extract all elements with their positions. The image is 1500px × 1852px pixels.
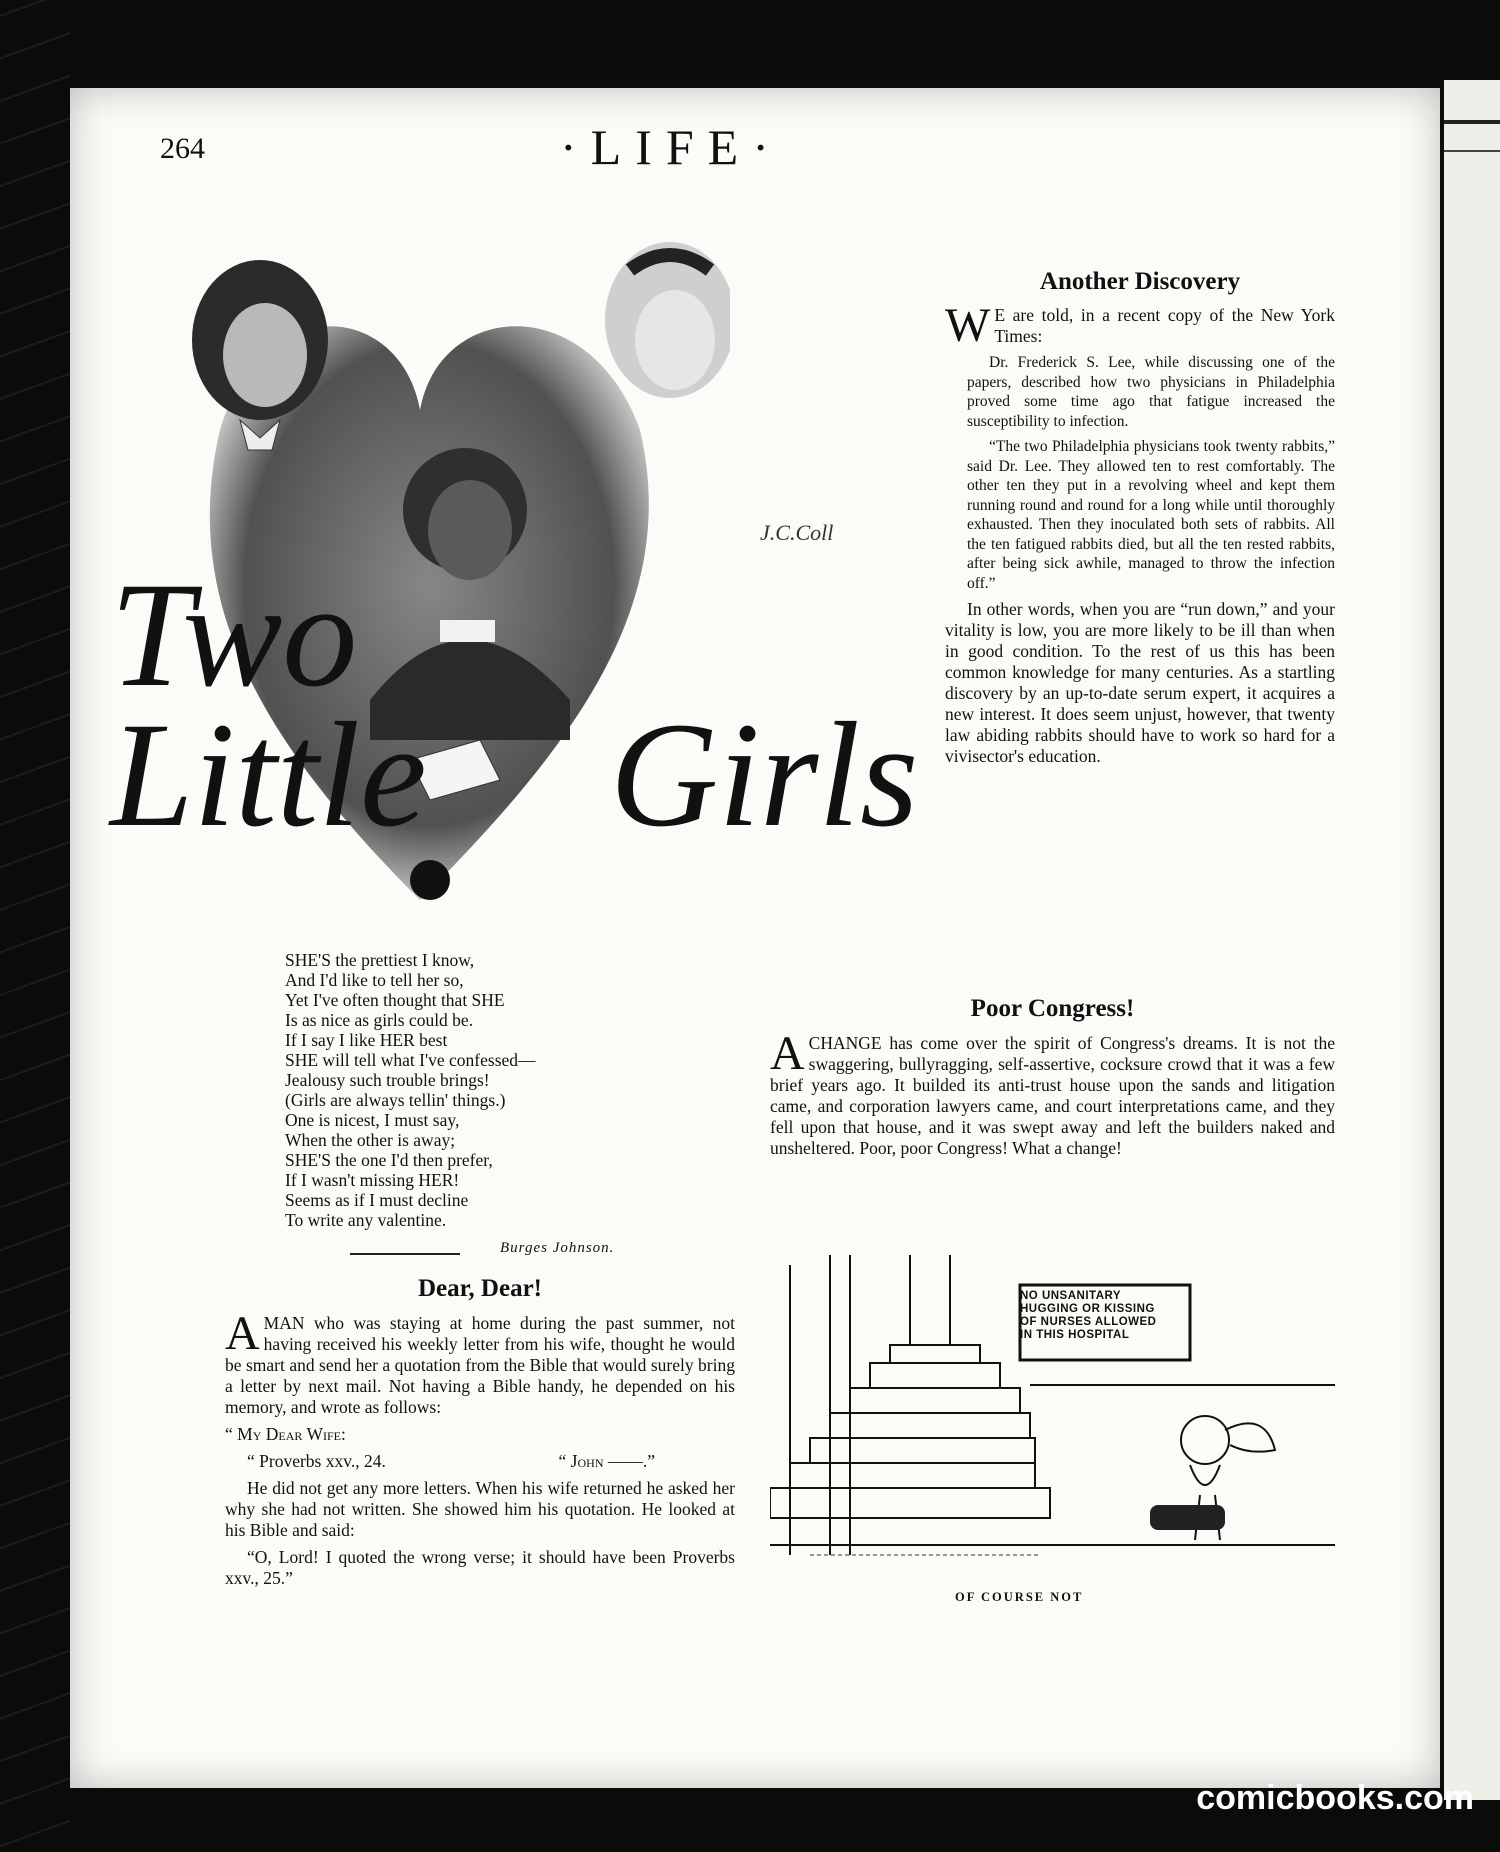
article-paragraph: In other words, when you are “run down,” and your vitality is low, you are more likely to be ill than when in good condition. To the rest of us this has been common knowledge for many centuries. As a startling discovery by an up-to-date serum expert, it acquires a new interest. It does seem unjust, however, that twenty law abiding rabbits should have to work so hard for a vivisector's education. [945,599,1335,766]
letter-signoff: “ John ——.” [558,1451,655,1471]
hospital-sign [1020,1290,1180,1342]
sign-line: IN THIS HOSPITAL [1020,1329,1130,1341]
poem-line: If I say I like HER best [285,1030,448,1050]
dropcap: A [770,1027,805,1080]
poem-divider [350,1253,460,1255]
article-dear-dear [225,1307,735,1595]
adjacent-page-edge [1444,80,1500,1800]
poem-line: SHE will tell what I've confessed— [285,1050,536,1070]
poem-line: Is as nice as girls could be. [285,1010,474,1030]
poem-line: (Girls are always tellin' things.) [285,1090,506,1110]
letter-verse: “ Proverbs xxv., 24. [247,1451,386,1471]
article-paragraph: CHANGE has come over the spirit of Congress's dreams. It is not the swaggering, bullyragging, self-assertive, cocksure crowd that it was a few brief years ago. It builded its anti-trust house upon the sands and litigation came, and corporation lawyers came, and court interpretations came, and they fell upon that house, and it was swept away and left the builders naked and unsheltered. Poor, poor Congress! What a change! [770,1033,1335,1158]
article-heading-another-discovery: Another Discovery [1039,268,1241,295]
article-paragraph: MAN who was staying at home during the past summer, not having received his weekly letter from his wife, thought he would be smart and send her a quotation from the Bible that would surely bring a letter by next mail. Not having a Bible handy, he depended on his memory, and wrote as follows: [225,1313,735,1417]
dropcap: A [225,1307,260,1360]
article-heading-poor-congress: Poor Congress! [970,995,1135,1022]
sign-line: NO UNSANITARY [1020,1290,1122,1302]
poem-line: To write any valentine. [285,1210,447,1230]
poem-line: SHE'S the one I'd then prefer, [285,1150,493,1170]
poem-line: SHE'S the prettiest I know, [285,950,475,970]
cartoon-caption: OF COURSE NOT [955,1590,1084,1604]
poem-line: And I'd like to tell her so, [285,970,464,990]
article-another-discovery [945,299,1335,773]
scan-border [0,0,70,1852]
sign-line: HUGGING OR KISSING [1020,1303,1155,1315]
poem-line: One is nicest, I must say, [285,1110,460,1130]
article-heading-dear-dear: Dear, Dear! [417,1275,543,1302]
artist-signature: J.C.Coll [760,520,834,545]
letter-salutation: “ My Dear Wife: [225,1424,346,1444]
poem-line: Yet I've often thought that SHE [285,990,505,1010]
sign-line: OF NURSES ALLOWED [1020,1316,1157,1328]
article-paragraph: “O, Lord! I quoted the wrong verse; it should have been Proverbs xxv., 25.” [225,1547,735,1588]
site-watermark: comicbooks.com [1196,1779,1474,1817]
article-intro: E are told, in a recent copy of the New York Times: [994,305,1335,346]
page-number: 264 [160,132,205,165]
article-paragraph: He did not get any more letters. When his wife returned he asked her why she had not written. She showed him his quotation. He looked at his Bible and said: [225,1478,735,1540]
title-word-two: Two [110,552,358,718]
article-quote: “The two Philadelphia physicians took twenty rabbits,” said Dr. Lee. They allowed ten to rest comfortably. The other ten they put in a revolving wheel and kept them running round and round for a long while until thoroughly exhausted. Then they inoculated both sets of rabbits. All the ten fatigued rabbits died, but all the ten rested rabbits, after being sick awhile, managed to throw the infection off.” [967,438,1335,592]
title-word-little: Little [110,692,427,858]
poem-line: If I wasn't missing HER! [285,1170,460,1190]
poem-author: Burges Johnson. [500,1240,615,1256]
article-quote: Dr. Frederick S. Lee, while discussing one of the papers, described how two physicians in Philadelphia proved some time ago that fatigue increased the susceptibility to infection. [967,354,1335,430]
poem-line: Seems as if I must decline [285,1190,469,1210]
poem-line: Jealousy such trouble brings! [285,1070,490,1090]
article-poor-congress [770,1027,1335,1165]
title-word-girls: Girls [610,692,919,858]
masthead-title: ·LIFE· [560,119,783,175]
poem-line: When the other is away; [285,1130,456,1150]
dropcap: W [945,299,991,352]
valentine-poem [285,950,735,1230]
